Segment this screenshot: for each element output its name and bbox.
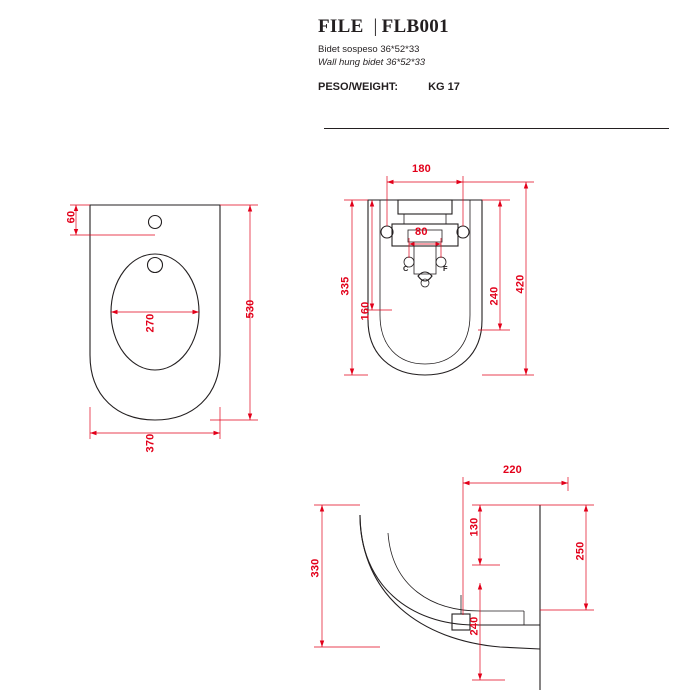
dim-label-270: 270 [144, 313, 157, 333]
dim-label-80: 80 [415, 226, 428, 238]
dim-label-240-side: 240 [468, 616, 481, 636]
dim-240-arrow-top [498, 200, 502, 207]
title-separator: | [373, 16, 378, 37]
dim-130-arrow-top [478, 505, 482, 512]
bidet-outline-top [90, 205, 220, 420]
dim-label-250: 250 [574, 541, 587, 561]
top-view [60, 175, 290, 453]
dim-330-arrow-bottom [320, 641, 324, 648]
brand-name: FILE [318, 16, 364, 37]
dim-label-180: 180 [412, 163, 431, 175]
drain-circle [421, 279, 429, 287]
bidet-lower-profile [360, 517, 540, 649]
dim-420-arrow-top [524, 182, 528, 189]
dim-60-arrow-bottom [74, 229, 78, 235]
dim-250-arrow-top [584, 505, 588, 512]
cold-water-label: C [403, 264, 409, 273]
dim-label-130: 130 [468, 517, 481, 537]
dim-240s-arrow-bottom [478, 674, 482, 681]
dim-240-arrow-bottom [498, 324, 502, 331]
weight-value: KG 17 [428, 80, 460, 93]
dim-220-arrow-right [562, 481, 569, 485]
weight-label: PESO/WEIGHT: [318, 80, 399, 93]
page-title [318, 16, 668, 38]
dim-330-arrow-top [320, 505, 324, 512]
dim-80-arrow-right [436, 242, 442, 246]
header-divider [324, 128, 669, 129]
dim-label-530: 530 [244, 299, 257, 319]
waste-hole [148, 258, 163, 273]
description-it: Bidet sospeso 36*52*33 [318, 44, 420, 55]
bolt-hole-right [457, 226, 469, 238]
product-code: FLB001 [381, 16, 449, 37]
bolt-hole-left [381, 226, 393, 238]
dim-370-arrow-right [214, 431, 221, 435]
dim-335-arrow-top [350, 200, 354, 207]
fixture-top-block [398, 200, 452, 214]
dim-270-arrow-left [111, 310, 118, 314]
dim-240s-arrow-top [478, 583, 482, 590]
dim-label-330: 330 [309, 558, 322, 578]
drain-symbol [418, 272, 432, 281]
dim-370-arrow-left [90, 431, 97, 435]
side-view [300, 465, 630, 690]
dim-label-240: 240 [488, 286, 501, 306]
dim-250-arrow-bottom [584, 604, 588, 611]
weight-row [318, 81, 668, 93]
dim-420-arrow-bottom [524, 369, 528, 376]
dim-label-60: 60 [65, 210, 78, 224]
dim-530-arrow-top [248, 205, 252, 212]
waste-fitting [452, 614, 470, 630]
dim-180-arrow-left [387, 180, 394, 184]
bowl-inner-curve [388, 533, 524, 611]
dim-180-arrow-right [457, 180, 464, 184]
dim-label-220: 220 [503, 464, 522, 476]
side-view-geometry [300, 465, 630, 690]
product-description [318, 44, 668, 70]
front-view-geometry [330, 170, 610, 405]
dim-80-arrow-left [409, 242, 415, 246]
bidet-outline-side [360, 515, 540, 625]
front-view [330, 163, 610, 405]
dim-label-160: 160 [359, 301, 372, 321]
dim-160-arrow-top [370, 200, 374, 207]
description-en: Wall hung bidet 36*52*33 [318, 56, 426, 68]
front-inner-outline [380, 200, 470, 364]
fixture-column [414, 246, 436, 274]
dim-130-arrow-bottom [478, 559, 482, 566]
fixture-neck [404, 214, 446, 224]
hot-water-label: F [443, 264, 448, 273]
sheet-header [318, 16, 668, 93]
dim-label-370: 370 [144, 433, 157, 453]
dim-270-arrow-right [193, 310, 200, 314]
dim-530-arrow-bottom [248, 414, 252, 421]
dim-335-arrow-bottom [350, 369, 354, 376]
dim-label-335: 335 [339, 276, 352, 296]
dim-label-420: 420 [514, 274, 527, 294]
tap-hole [149, 216, 162, 229]
dim-220-arrow-left [463, 481, 470, 485]
